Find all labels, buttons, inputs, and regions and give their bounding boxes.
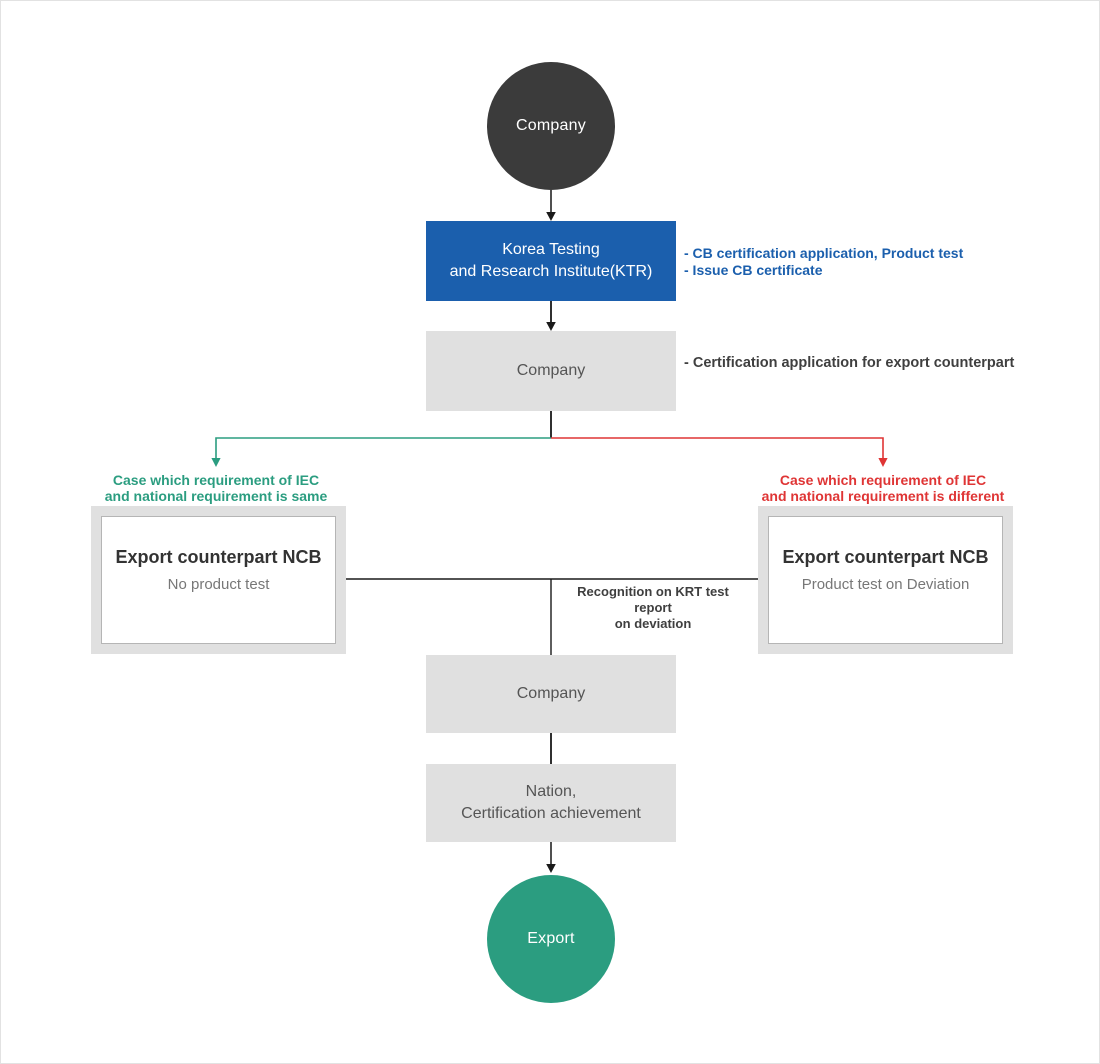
branch-right-caption [733,472,1033,504]
branch-left-caption [66,472,366,504]
branch-right-caption-line1: Case which requirement of IEC [779,472,987,488]
node-nation-label-line2: Certification achievement [461,805,641,822]
branch-left-caption-line1: Case which requirement of IEC [112,472,320,488]
node-company-mid [426,331,676,411]
node-company-mid-label: Company [516,362,586,379]
node-company-bottom-label: Company [516,685,586,702]
node-ncb-left [91,506,346,654]
recognition-note-line2: on deviation [614,616,692,631]
company-mid-side-note [684,355,1014,372]
ncb-right-subtitle: Product test on Deviation [801,576,970,593]
ncb-left-subtitle: No product test [167,576,270,593]
node-nation-label-line1: Nation, [525,783,577,800]
recognition-note-line1: Recognition on KRT test report [577,584,729,615]
arrow-ktr-to-company [546,301,556,331]
ncb-right-title: Export counterpart NCB [782,547,989,567]
node-company-top [487,62,615,190]
ktr-side-note [684,245,963,279]
node-export [487,875,615,1003]
node-ncb-right [758,506,1013,654]
recognition-note [559,584,747,632]
ktr-side-note-line1: - CB certification application, Product test [684,245,964,261]
branch-left-caption-line2: and national requirement is same [104,488,328,504]
node-nation [426,764,676,842]
node-ncb-left-inner [101,516,336,644]
node-ktr-label-line2: and Research Institute(KTR) [449,263,653,280]
company-mid-side-note-text: - Certification application for export counterpart [684,355,1015,371]
node-company-top-label: Company [516,117,586,134]
ncb-left-title: Export counterpart NCB [115,547,322,567]
node-ktr-label-line1: Korea Testing [502,241,600,258]
arrow-company-to-ktr [546,190,556,221]
branch-arrow-green [211,438,551,467]
arrow-nation-to-export [546,842,556,873]
ktr-side-note-line2: - Issue CB certificate [684,262,823,278]
node-ktr [426,221,676,301]
node-export-label: Export [527,930,575,947]
node-company-bottom [426,655,676,733]
branch-arrow-red [551,438,888,467]
node-ncb-right-inner [768,516,1003,644]
branch-right-caption-line2: and national requirement is different [761,488,1005,504]
